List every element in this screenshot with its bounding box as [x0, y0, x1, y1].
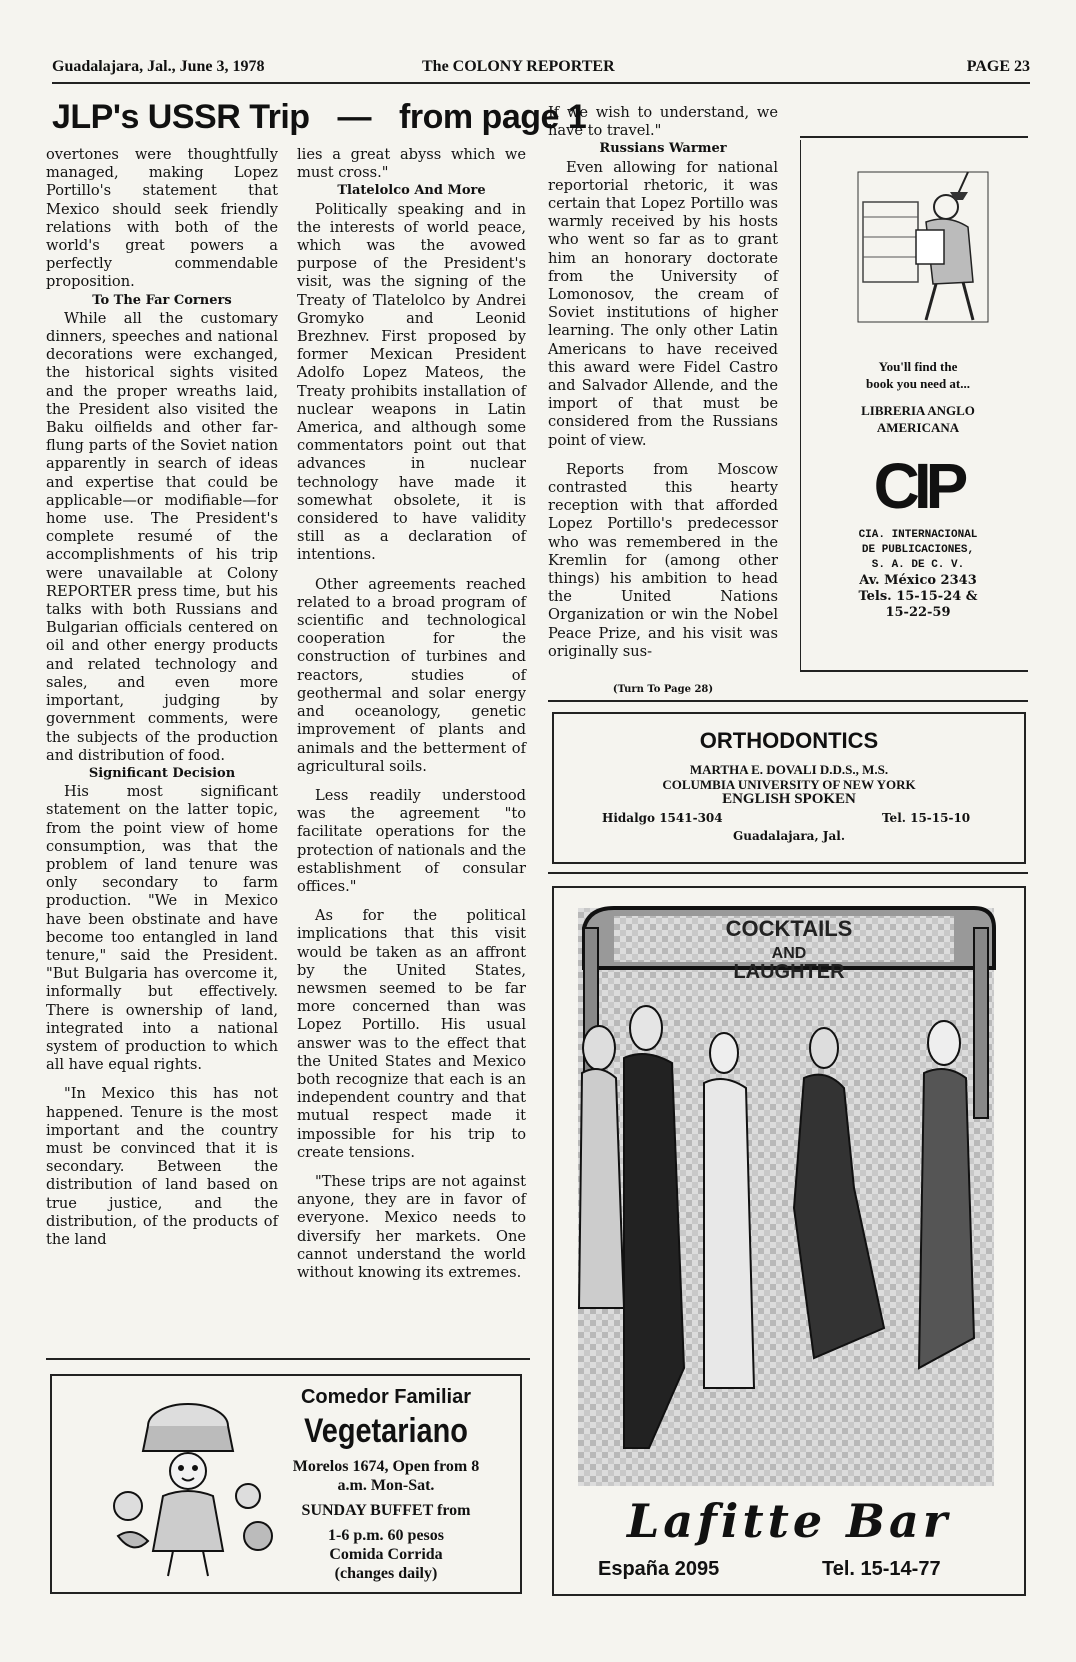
sign-line-3: LAUGHTER	[733, 961, 845, 983]
column-divider	[800, 140, 801, 670]
libreria-company-2: DE PUBLICACIONES,	[861, 544, 975, 556]
dateline: Guadalajara, Jal., June 3, 1978	[52, 58, 265, 75]
sign-line-2: AND	[771, 945, 807, 962]
lafitte-address: España 2095	[598, 1558, 720, 1580]
ortho-city: Guadalajara, Jal.	[732, 829, 845, 843]
cocktail-party-illustration	[554, 888, 1024, 1488]
paragraph: Other agreements reached related to a broad program of scientific and technological cooperation for the construction of turbines and reactors, studies of geothermal and solar energy and oceanology, genetic improvement of plants and animals and the betterment of agricultural soils.	[297, 575, 526, 775]
libreria-tel-2: 15-22-59	[885, 605, 951, 620]
libreria-address: Av. México 2343	[859, 573, 977, 588]
divider	[548, 872, 1028, 874]
article-column-1	[46, 146, 278, 1249]
libreria-tel-1: Tels. 15-15-24 &	[858, 589, 978, 604]
newspaper-name: The COLONY REPORTER	[422, 58, 615, 75]
masthead	[52, 56, 1030, 84]
headline-continuation: from page 1	[399, 98, 587, 136]
paragraph: overtones were thoughtfully managed, making Lopez Portillo's statement that Mexico should seek friendly relations with both of the world's great powers a perfectly commendable proposition.	[46, 146, 278, 291]
paragraph: lies a great abyss which we must cross."	[297, 146, 526, 182]
ortho-doctor: MARTHA E. DOVALI D.D.S., M.S.	[689, 762, 889, 777]
subhead: Tlatelolco And More	[337, 183, 486, 199]
comedor-line-6: (changes daily)	[334, 1565, 438, 1582]
lafitte-phone: Tel. 15-14-77	[822, 1558, 941, 1580]
orthodontics-ad	[552, 712, 1026, 864]
libreria-company-3: S. A. DE C. V.	[871, 559, 965, 571]
headline-dash: —	[337, 98, 372, 136]
comedor-title: Comedor Familiar	[300, 1386, 472, 1408]
article-headline	[52, 98, 587, 137]
comedor-line-2: a.m. Mon-Sat.	[337, 1477, 435, 1494]
libreria-tagline-2: book you need at...	[865, 376, 971, 391]
comedor-line-1: Morelos 1674, Open from 8	[292, 1458, 480, 1475]
comedor-line-4: 1-6 p.m. 60 pesos	[327, 1527, 444, 1544]
divider	[800, 670, 1028, 672]
paragraph: While all the customary dinners, speeches and national decorations were exchanged, the historical sights visited and the proper wreaths laid, the President also visited the Baku oilfields and other far-flung parts of the Soviet nation apparently in search of ideas and expertise that could be applicable—or modifiable—for home use. The President's complete resumé of the accomplishments of his trip were unavailable at Colony REPORTER press time, but his talks with both Russians and Bulgarian officials centered on oil and other energy products and related technology and sales, and even more important, judging by government comments, were the subjects of the production and distribution of food.	[46, 309, 278, 764]
jump-line: (Turn To Page 28)	[612, 684, 714, 695]
comedor-line-5: Comida Corrida	[329, 1546, 443, 1563]
divider	[46, 1358, 530, 1360]
article-column-2	[297, 146, 526, 1282]
comedor-vegetariano-ad	[50, 1374, 522, 1594]
reader-illustration	[808, 142, 1028, 342]
ortho-title: ORTHODONTICS	[699, 728, 879, 753]
paragraph: Politically speaking and in the interests of world peace, which was the avowed purpose of the President's visit, was the signing of the Treaty of Tlatelolco by Andrei Gromyko and Leonid Brezhnev. First proposed by former Mexican President Adolfo Lopez Mateos, the Treaty prohibits installation of nuclear weapons in Latin America, and although some commentators point out that advances in nuclear technology have made it somewhat obsolete, it is considered to have validity still as a declaration of intentions.	[297, 200, 526, 564]
sign-line-1: COCKTAILS	[725, 916, 853, 941]
libreria-tagline-1: You'll find the	[878, 359, 958, 374]
headline-title: JLP's USSR Trip	[52, 98, 310, 136]
paragraph: If we wish to understand, we have to travel."	[548, 104, 778, 140]
ortho-address: Hidalgo 1541-304	[602, 811, 723, 825]
libreria-ad	[808, 142, 1028, 666]
page-number: PAGE 23	[966, 58, 1030, 75]
paragraph: "These trips are not against anyone, they are in favor of everyone. Mexico needs to diversify her markets. One cannot understand the world without knowing its extremes.	[297, 1172, 526, 1281]
paragraph: "In Mexico this has not happened. Tenure is the most important and the country must be convinced that it is secondary. Between the distribution of land based on true justice, and the distribution, of the products of the land	[46, 1085, 278, 1248]
paragraph: Reports from Moscow contrasted this hearty reception with that afforded Lopez Portillo's predecessor who was remembered in the Kremlin for (among other things) his ambition to head the United Nations Organization or win the Nobel Peace Prize, and his visit was originally sus-	[548, 460, 778, 660]
ortho-phone: Tel. 15-15-10	[882, 811, 971, 825]
lafitte-bar-name: Lafitte Bar	[626, 1494, 952, 1548]
cip-logo: CIP	[873, 450, 963, 522]
paragraph: His most significant statement on the latter topic, from the point view of home consumption, was that the problem of land tenure was only secondary to farm production. "We in Mexico have been obstinate and have become too entangled in land tenure," said the President. "But Bulgaria has overcome it, informally but effectively. There is ownership of land, integrated into a national system of production to which all have equal rights.	[46, 783, 278, 1074]
divider	[548, 700, 1028, 702]
libreria-name-1: LIBRERIA ANGLO	[861, 403, 975, 418]
article-column-3	[548, 104, 778, 661]
subhead: Russians Warmer	[599, 141, 727, 157]
lafitte-bar-ad	[552, 886, 1026, 1596]
paragraph: Less readily understood was the agreement "to facilitate operations for the protection of nationals and the establishment of consular offices."	[297, 786, 526, 895]
subhead: Significant Decision	[88, 765, 236, 781]
comedor-line-3: SUNDAY BUFFET from	[301, 1502, 471, 1519]
libreria-company-1: CIA. INTERNACIONAL	[858, 529, 978, 541]
divider	[800, 136, 1028, 138]
subhead: To The Far Corners	[92, 292, 232, 308]
libreria-name-2: AMERICANA	[876, 420, 960, 435]
comedor-name: Vegetariano	[304, 1412, 468, 1450]
paragraph: Even allowing for national reportorial rhetoric, it was certain that Lopez Portillo was warmly received by his hosts who went so far as to grant him an honorary doctorate from the University of Lomonosov, the cream of Soviet institutions of higher learning. The only other Latin Americans to have received this award were Fidel Castro and Salvador Allende, and the import of that must be considered from the Russians point of view.	[548, 158, 778, 449]
ortho-school: COLUMBIA UNIVERSITY OF NEW YORK	[662, 777, 916, 792]
ortho-language: ENGLISH SPOKEN	[722, 791, 856, 807]
paragraph: As for the political implications that this visit would be taken as an affront by the United States, newsmen seemed to be far more concerned than was Lopez Portillo. His usual answer was to the effect that the United States and Mexico both recognize that each is an independent country and that mutual respect made it impossible for his trip to create tensions.	[297, 907, 526, 1161]
